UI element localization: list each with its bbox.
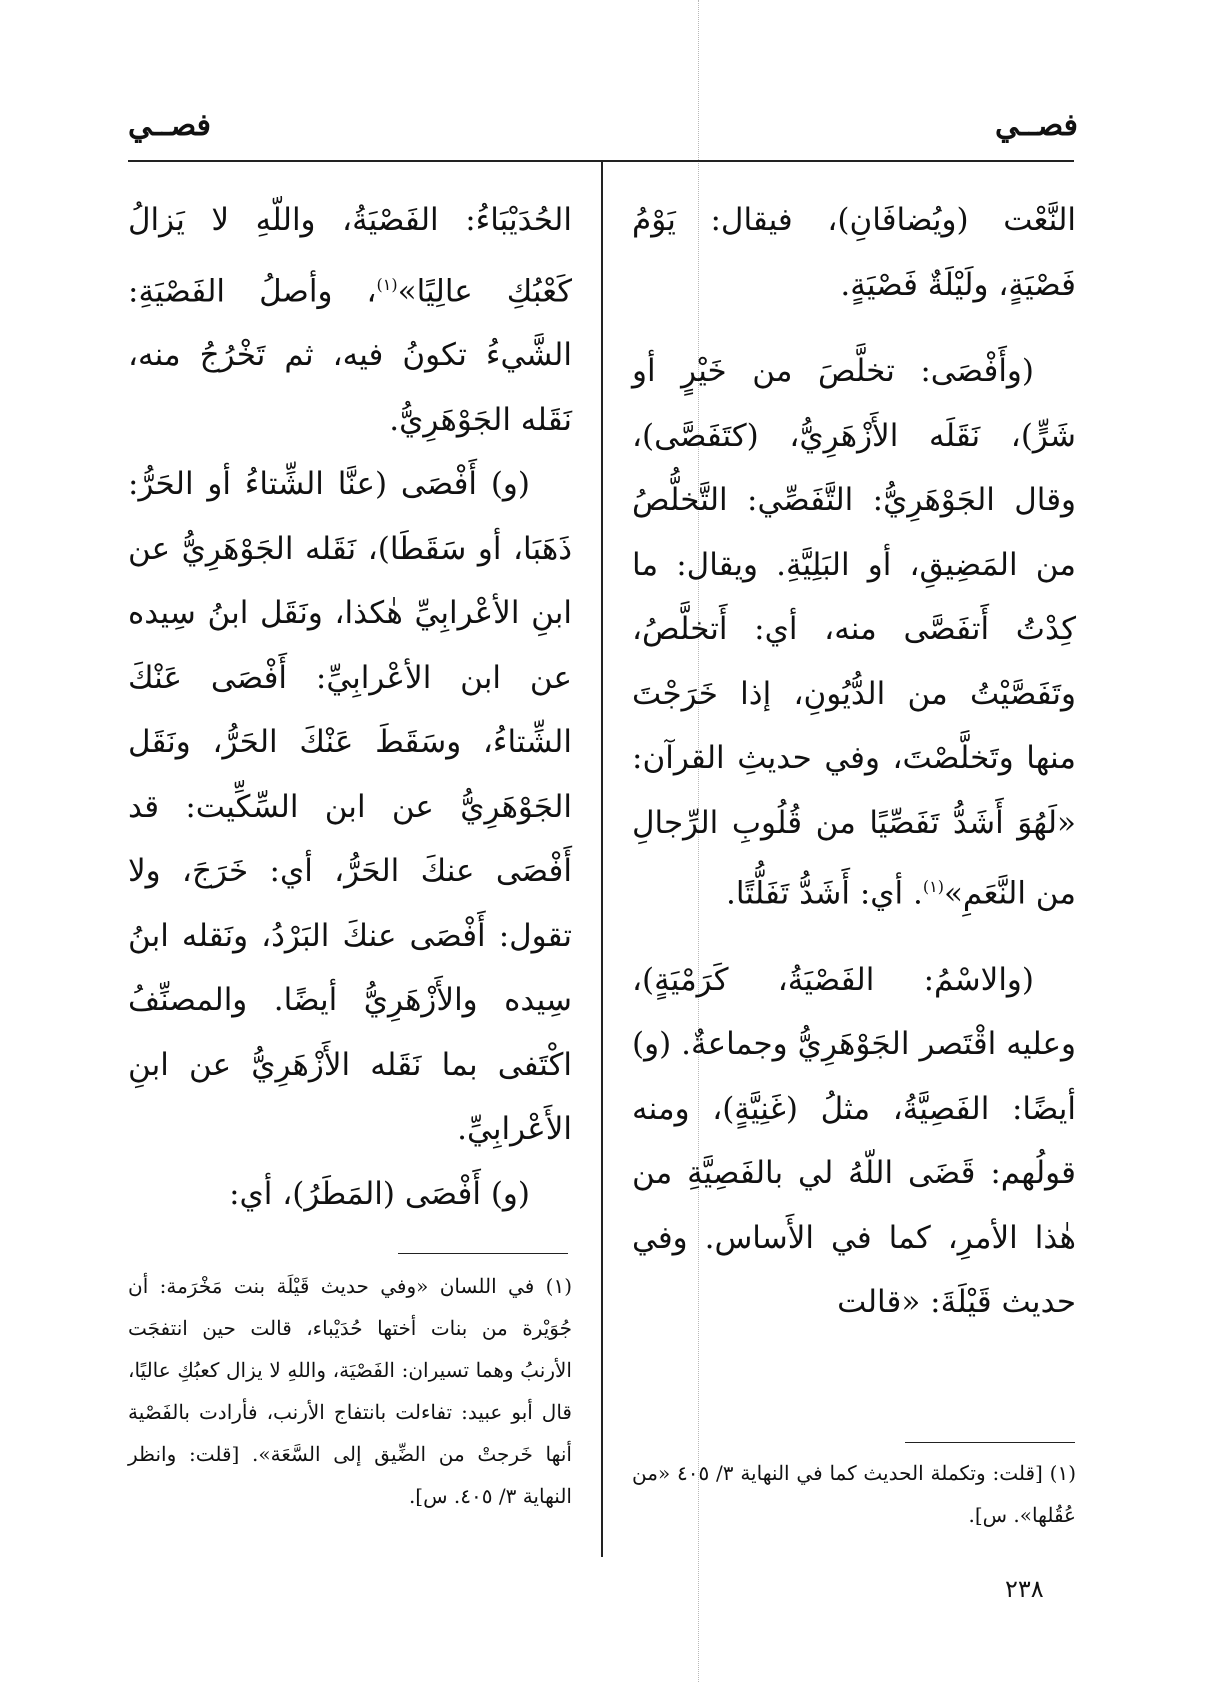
footnote-marker: (١) (922, 877, 944, 896)
footnote-left: (١) في اللسان «وفي حديث قَيْلَة بنت مَخْرَمة: أن جُوَيْرة من بنات أختها حُدَيْباء، قالت حين انتفجَت الأرنبُ وهما تسيران: الفَصْيَة، واللهِ لا يزال كعبُكِ عاليًا، قال أبو عبيد: تفاءلت بانتفاج الأرنب، فأرادت بالفَصْية أنها خَرجتْ من الضِّيق إلى السَّعَة». [قلت: وانظر النهاية ٣/ ٤٠٥. س]. (128, 1274, 572, 1508)
footnote-marker: (١) (376, 274, 398, 294)
right-paragraph-3: (والاسْمُ: الفَصْيَةُ، كَرَمْيَةٍ)، وعليه اقْتَصر الجَوْهَرِيُّ وجماعةٌ. (و) أيضًا: الفَصِيَّةُ، مثلُ (غَنِيَّةٍ)، ومنه قولُهم: قَضَى اللّهُ لي بالفَصِيَّةِ من هٰذا الأمرِ، كما في الأَساس. وفي حديث قَيْلَةَ: «قالت (632, 961, 1076, 1321)
left-paragraph-1 (128, 188, 572, 452)
column-divider (601, 162, 603, 1557)
left-paragraph-2: (و) أَفْصَى (عنَّا الشِّتاءُ أو الحَرُّ: ذَهَبَا، أو سَقَطَا)، نَقَله الجَوْهَرِيُّ عن ابنِ الأعْرابِيِّ هٰكذا، ونَقَل ابنُ سِيده عن ابن الأعْرابِيِّ: أَفْصَى عَنْكَ الشِّتاءُ، وسَقَطَ عَنْكَ الحَرُّ، ونَقَل الجَوْهَرِيُّ عن ابن السِّكِّيت: قد أَفْصَى عنكَ الحَرُّ، أي: خَرَجَ، ولا تقول: أَفْصَى عنكَ البَرْدُ، ونَقله ابنُ سِيده والأَزْهَرِيُّ أيضًا. والمصنِّفُ اكْتَفى بما نَقَله الأَزْهَرِيُّ عن ابنِ الأَعْرابِيِّ. (128, 466, 572, 1148)
page-number: ٢٣٨ (1005, 1575, 1044, 1603)
right-paragraph-2-end: . أي: أَشَدُّ تَفَلُّتًا. (726, 875, 923, 912)
left-paragraph-1-end: ، وأصلُ الفَصْيَةِ: الشَّيءُ تكونُ فيه، ثم تَخْرُجُ منه، نَقَله الجَوْهَرِيُّ. (128, 272, 572, 438)
left-column (128, 188, 572, 1226)
right-column (632, 188, 1076, 1335)
left-paragraph-1-text: الحُدَيْبَاءُ: الفَصْيَةُ، واللّهِ لا يَزالُ كَعْبُكِ عالِيًا» (128, 202, 572, 309)
right-paragraph-2-text: (وأَفْصَى: تخلَّصَ من خَيْرٍ أو شَرٍّ)، نَقَلَه الأَزْهَرِيُّ، (كتَفَصَّى)، وقال الجَوْهَرِيُّ: التَّفَصِّي: التَّخلُّصُ من المَضِيقِ، أو البَلِيَّةِ. ويقال: ما كِدْتُ أَتفَصَّى منه، أي: أَتخلَّصُ، وتَفَصَّيْتُ من الدُّيُونِ، إذا خَرَجْتَ منها وتَخلَّصْتَ، وفي حديثِ القرآن: «لَهُوَ أَشَدُّ تَفَصِّيًا من قُلُوبِ الرِّجالِ من النَّعَمِ» (632, 353, 1076, 912)
footnote-rule-left (398, 1253, 568, 1254)
running-header-right: فصــي (995, 108, 1078, 143)
footnote-rule-right (905, 1442, 1075, 1443)
right-paragraph-2 (632, 339, 1076, 926)
footnote-right: (١) [قلت: وتكملة الحديث كما في النهاية ٣/ ٤٠٥ «من عُقُلها». س]. (632, 1461, 1076, 1527)
running-header-left: فصــي (128, 108, 211, 143)
left-paragraph-3: (و) أَفْصَى (المَطَرُ)، أي: (229, 1175, 530, 1212)
right-paragraph-1: النَّعْت (ويُضافَانِ)، فيقال: يَوْمُ فَصْيَةٍ، ولَيْلَةٌ فَصْيَةٍ. (632, 202, 1076, 303)
